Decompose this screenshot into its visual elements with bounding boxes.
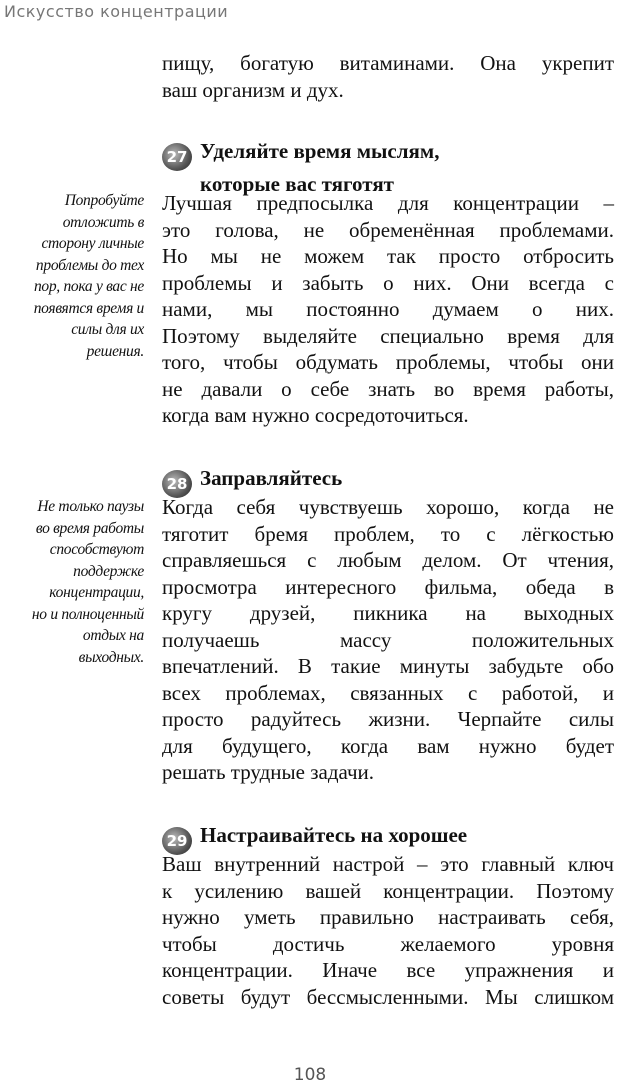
section-heading-27 xyxy=(162,138,614,197)
sidenote-line: сторону личные xyxy=(41,235,144,252)
sidenote-line: пор, пока у вас не xyxy=(33,278,144,295)
sidenote-line: отдых на xyxy=(82,627,144,644)
sidenote-line: поддержке xyxy=(73,562,144,580)
sidenote-line: Не только паузы xyxy=(37,498,144,515)
sidenote-line: появятся время и xyxy=(33,299,144,317)
text-line: для будущего, когда вам нужно будет xyxy=(162,733,614,758)
sidenote-line: выходных. xyxy=(78,648,144,666)
intro-paragraph xyxy=(162,50,614,103)
text-line: Когда себя чувствуешь хорошо, когда не xyxy=(162,495,614,519)
sidenote-line: Попробуйте xyxy=(64,192,144,209)
text-line: тяготит бремя проблем, то с лёгкостью xyxy=(162,521,614,546)
sidenote-line: но и полноценный xyxy=(31,605,144,623)
sidenote-line: силы для их xyxy=(71,321,144,338)
text-line: к усилению вашей концентрации. Поэтому xyxy=(162,878,614,903)
sidenote-line: способствуют xyxy=(49,541,144,558)
text-line: того, чтобы обдумать проблемы, чтобы они xyxy=(162,350,614,374)
section-body-28 xyxy=(162,494,614,786)
text-line: когда вам нужно сосредоточиться. xyxy=(162,403,469,427)
page-number: 108 xyxy=(293,1065,327,1085)
section-body-27 xyxy=(162,190,614,429)
text-line: всех проблемах, связанных с работой, и xyxy=(162,680,614,705)
text-line: просто радуйтесь жизни. Черпайте силы xyxy=(162,707,614,731)
section-number-badge: 28 xyxy=(162,470,192,498)
sidenote-27 xyxy=(4,190,144,362)
text-line: это голова, не обременённая проблемами. xyxy=(162,217,614,242)
sidenote-line: во время работы xyxy=(35,519,144,537)
section-title-line: Уделяйте время мыслям, xyxy=(200,139,440,163)
text-line: нами, мы постоянно думаем о них. xyxy=(162,297,614,321)
section-body-29 xyxy=(162,851,614,1010)
text-line: чтобы достичь желаемого уровня xyxy=(162,931,614,956)
text-line: просмотра интересного фильма, обеда в xyxy=(162,574,614,599)
sidenote-line: концентрации, xyxy=(49,584,144,601)
text-line: Но мы не можем так просто отбросить xyxy=(162,244,614,268)
text-line: концентрации. Иначе все упражнения и xyxy=(162,958,614,982)
sidenote-line: проблемы до тех xyxy=(35,256,144,274)
text-line: Лучшая предпосылка для концентрации – xyxy=(162,191,614,215)
text-line: ваш организм и дух. xyxy=(162,77,344,102)
section-number-badge: 27 xyxy=(162,143,192,171)
section-title-line: Заправляйтесь xyxy=(200,466,343,490)
running-head: Искусство концентрации xyxy=(4,2,229,21)
text-line: Ваш внутренний настрой – это главный ключ xyxy=(162,852,614,876)
text-line: не давали о себе знать во время работы, xyxy=(162,376,614,401)
text-line: Поэтому выделяйте специально время для xyxy=(162,323,614,348)
text-line: проблемы и забыть о них. Они всегда с xyxy=(162,270,614,295)
text-line: кругу друзей, пикника на выходных xyxy=(162,601,614,625)
sidenote-line: решения. xyxy=(86,342,144,360)
sidenote-28 xyxy=(4,496,144,668)
section-title-line: которые вас тяготят xyxy=(200,172,394,196)
text-line: впечатлений. В такие минуты забудьте обо xyxy=(162,654,614,678)
text-line: получаешь массу положительных xyxy=(162,627,614,652)
text-line: советы будут бессмысленными. Мы слишком xyxy=(162,984,614,1009)
text-line: справляешься с любым делом. От чтения, xyxy=(162,548,614,572)
section-title-line: Настраивайтесь на хорошее xyxy=(200,823,468,847)
text-line: нужно уметь правильно настраивать себя, xyxy=(162,905,614,929)
section-number-badge: 29 xyxy=(162,827,192,855)
text-line: решать трудные задачи. xyxy=(162,760,375,784)
text-line: пищу, богатую витаминами. Она укрепит xyxy=(162,51,614,75)
sidenote-line: отложить в xyxy=(62,213,144,231)
